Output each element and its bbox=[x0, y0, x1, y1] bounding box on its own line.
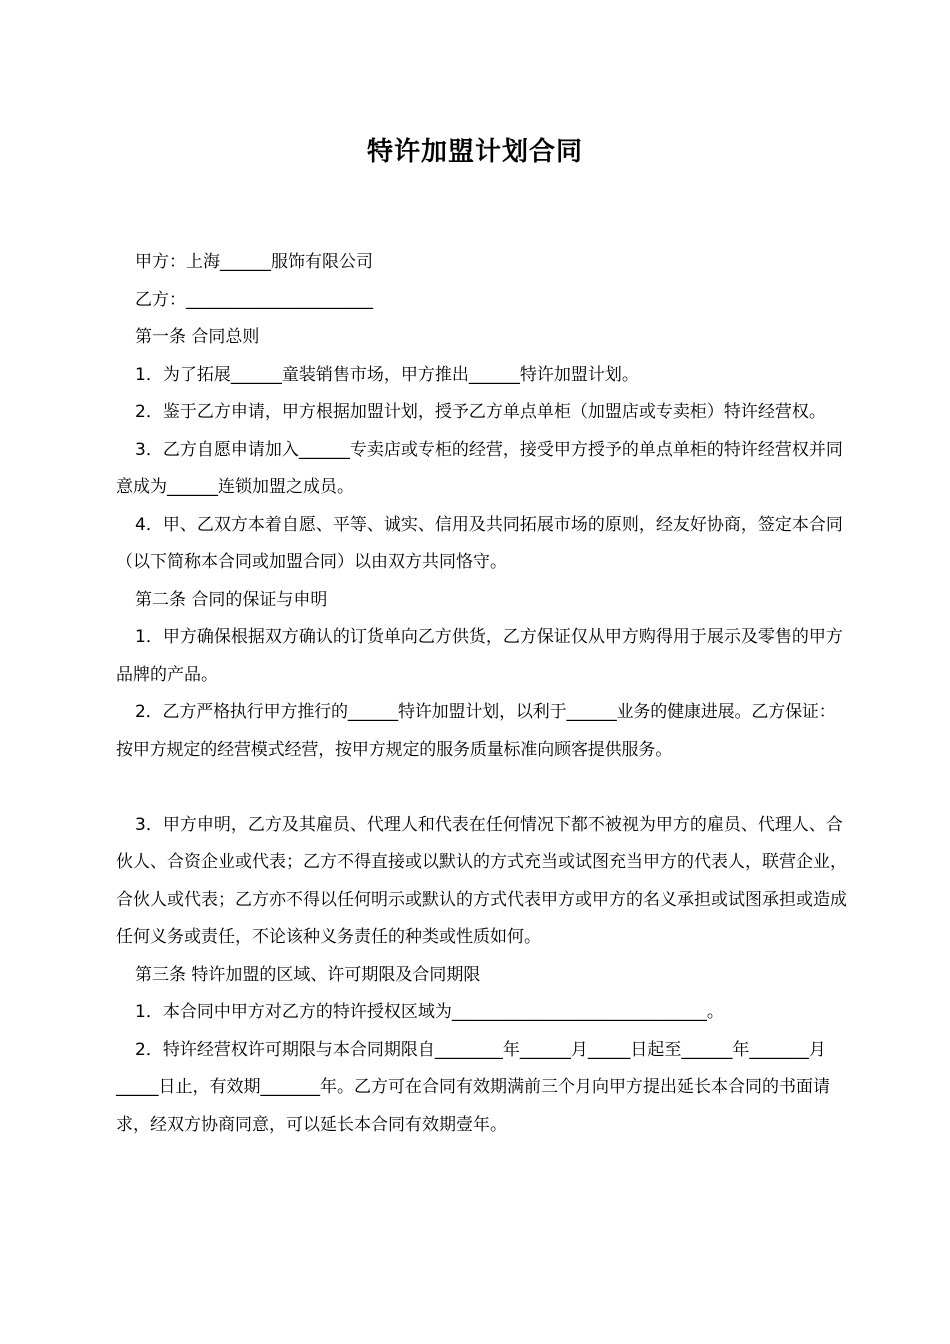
article-3-heading: 第三条 特许加盟的区域、许可期限及合同期限 bbox=[135, 964, 481, 985]
article-1-item-3: 3．乙方自愿申请加入______专卖店或专柜的经营，接受甲方授予的单点单柜的特许经营权并同意成为______连锁加盟之成员。 bbox=[116, 439, 843, 497]
article-1-item-4: 4．甲、乙双方本着自愿、平等、诚实、信用及共同拓展市场的原则，经友好协商，签定本合同（以下简称本合同或加盟合同）以由双方共同恪守。 bbox=[116, 514, 843, 572]
article-2-item-3: 3．甲方申明，乙方及其雇员、代理人和代表在任何情况下都不被视为甲方的雇员、代理人、合伙人、合资企业或代表；乙方不得直接或以默认的方式充当或试图充当甲方的代表人，联营企业，合伙人或代表；乙方亦不得以任何明示或默认的方式代表甲方或甲方的名义承担或试图承担或造成任何义务或责任，不论该种义务责任的种类或性质如何。 bbox=[116, 814, 847, 947]
article-2-item-2: 2．乙方严格执行甲方推行的______特许加盟计划，以利于______业务的健康进展。乙方保证：按甲方规定的经营模式经营，按甲方规定的服务质量标准向顾客提供服务。 bbox=[116, 702, 836, 760]
paragraph-gap bbox=[116, 769, 848, 807]
article-1-heading: 第一条 合同总则 bbox=[135, 327, 260, 347]
party-a-line: 甲方：上海______服饰有限公司 bbox=[135, 252, 373, 272]
article-1-item-2: 2．鉴于乙方申请，甲方根据加盟计划，授予乙方单点单柜（加盟店或专卖柜）特许经营权。 bbox=[135, 402, 826, 422]
article-3-item-1: 1．本合同中甲方对乙方的特许授权区域为______________________________。 bbox=[135, 1002, 724, 1022]
article-2-heading: 第二条 合同的保证与申明 bbox=[135, 589, 328, 610]
article-3-item-2: 2．特许经营权许可期限与本合同期限自________年______月_____日起至______年_______月_____日止，有效期_______年。乙方可在合同有效期满前三个月向甲方提出延长本合同的书面请求，经双方协商同意，可以延长本合同有效期壹年。 bbox=[116, 1039, 830, 1135]
document-title: 特许加盟计划合同 bbox=[366, 137, 583, 167]
article-1-item-1: 1．为了拓展______童装销售市场，甲方推出______特许加盟计划。 bbox=[135, 364, 639, 385]
document-body bbox=[116, 244, 848, 1144]
article-2-item-1: 1．甲方确保根据双方确认的订货单向乙方供货，乙方保证仅从甲方购得用于展示及零售的甲方品牌的产品。 bbox=[116, 627, 843, 685]
party-b-line: 乙方：______________________ bbox=[135, 289, 373, 310]
